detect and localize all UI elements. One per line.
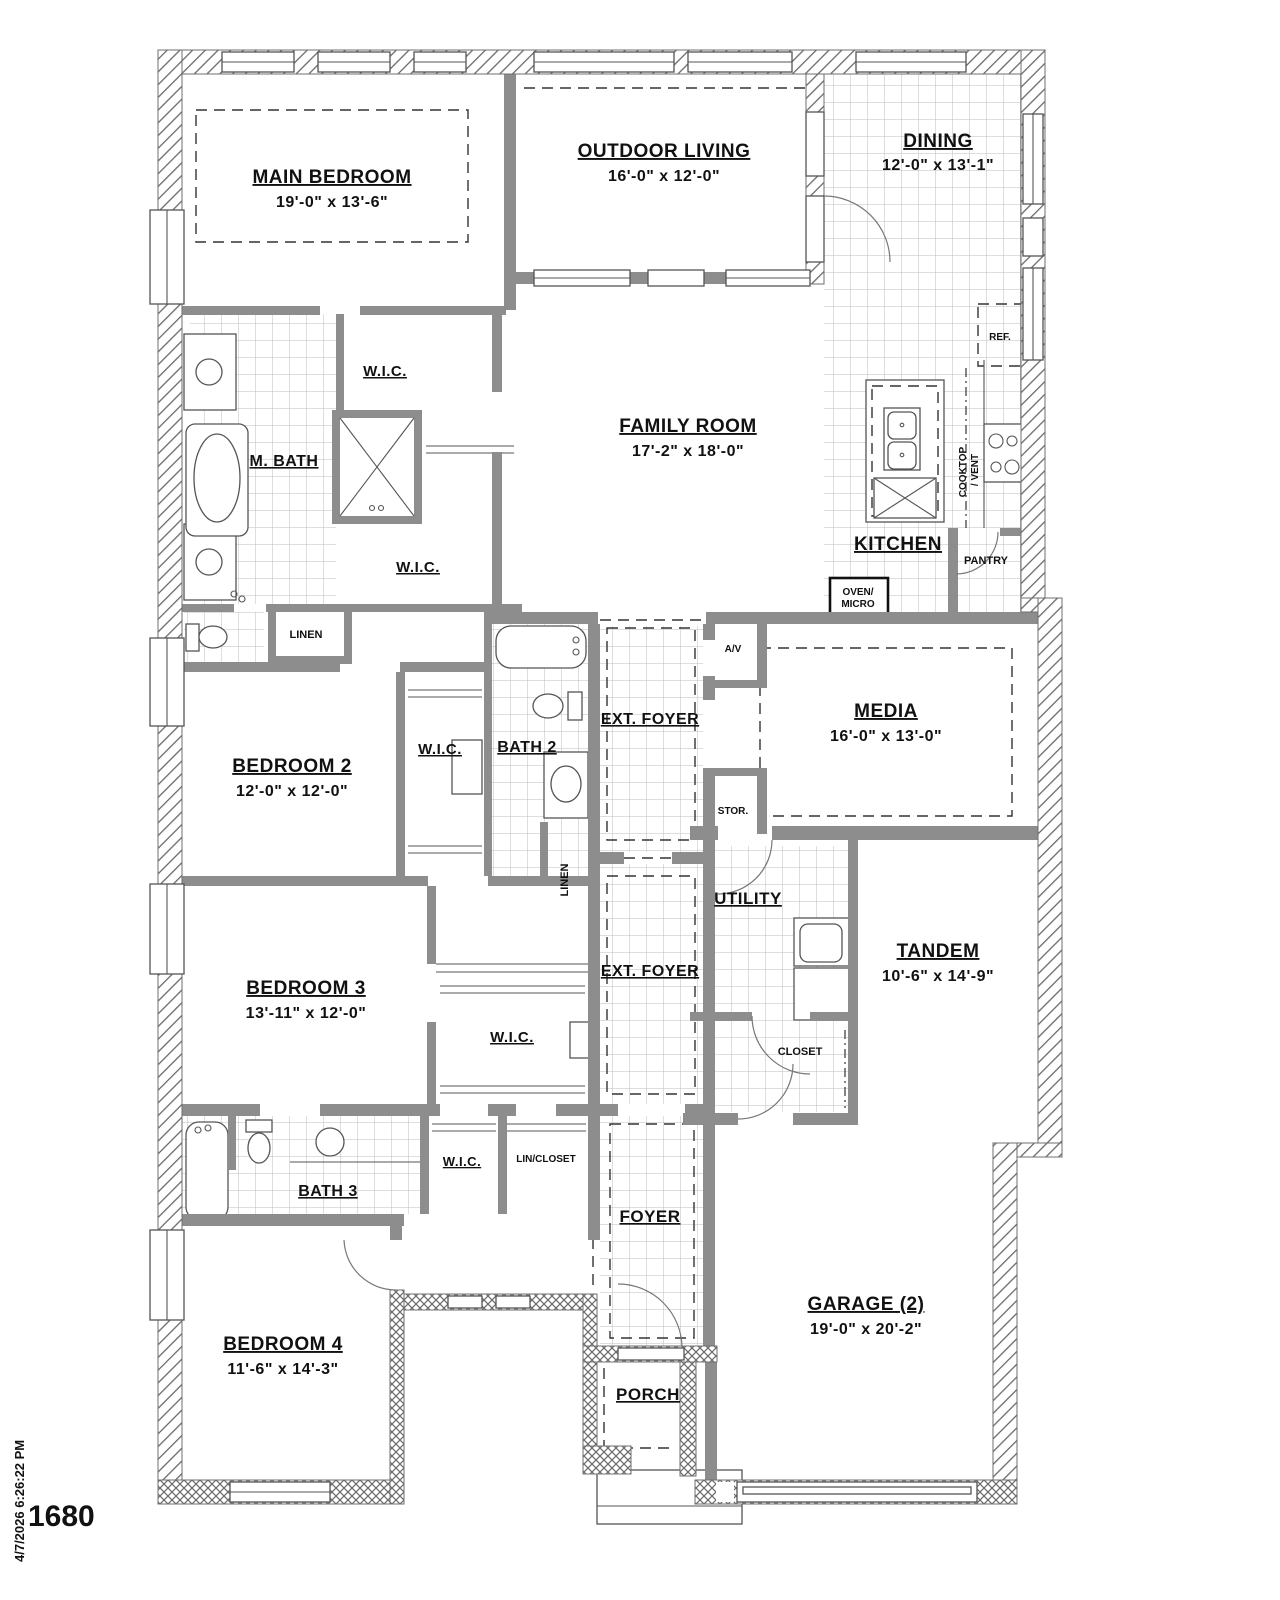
closet-label-linen-2: LINEN	[559, 863, 571, 897]
cooktop-icon	[984, 424, 1022, 482]
room-label-outdoor-living: OUTDOOR LIVING	[577, 141, 751, 162]
room-label-bath3: BATH 3	[298, 1183, 358, 1200]
mbath-shower-icon	[336, 414, 418, 520]
room-label-tandem: TANDEM	[896, 941, 980, 962]
garage-service-door	[716, 1482, 734, 1502]
closet-label-lin-closet: LIN/CLOSET	[516, 1154, 576, 1165]
room-dims-main-bedroom: 19'-0" x 13'-6"	[275, 194, 389, 211]
room-dims-bedroom3: 13'-11" x 12'-0"	[245, 1005, 367, 1022]
room-label-bath2: BATH 2	[497, 739, 557, 756]
room-label-m-bath: M. BATH	[249, 453, 319, 470]
washer-dryer-icon	[794, 918, 850, 1020]
appliance-label-oven-2: MICRO	[841, 599, 875, 610]
room-label-foyer: FOYER	[619, 1207, 681, 1226]
print-timestamp: 4/7/2026 6:26:22 PM	[12, 1439, 27, 1562]
room-label-ext-foyer-2: EXT. FOYER	[600, 963, 700, 980]
bath2-sink-icon	[551, 766, 581, 802]
bath2-toilet-icon	[533, 692, 582, 720]
room-dims-garage: 19'-0" x 20'-2"	[809, 1321, 923, 1338]
room-dims-tandem: 10'-6" x 14'-9"	[881, 968, 995, 985]
room-label-bedroom3: BEDROOM 3	[246, 978, 366, 999]
closet-label-closet: CLOSET	[777, 1046, 823, 1058]
room-dims-dining: 12'-0" x 13'-1"	[881, 157, 995, 174]
room-label-dining: DINING	[903, 131, 973, 152]
appliance-label-oven-1: OVEN/	[842, 587, 874, 598]
mbath-sink-bottom-icon	[196, 549, 222, 575]
mbath-sink-top-icon	[196, 359, 222, 385]
plan-number: 1680	[28, 1500, 95, 1533]
room-label-wic-bed4: W.I.C.	[442, 1154, 482, 1169]
appliance-label-cooktop-2: / VENT	[970, 453, 981, 487]
sheet-annotations	[12, 1440, 95, 1562]
closet-label-pantry: PANTRY	[964, 555, 1008, 567]
room-label-kitchen: KITCHEN	[854, 534, 942, 555]
kitchen-island	[866, 380, 944, 522]
room-label-wic-main-upper: W.I.C.	[363, 363, 407, 380]
bath3-tub-icon	[186, 1122, 228, 1220]
room-label-family-room: FAMILY ROOM	[619, 416, 757, 437]
bath2-tub-icon	[496, 626, 586, 668]
room-label-ext-foyer-1: EXT. FOYER	[600, 711, 700, 728]
appliance-label-ref: REF.	[989, 332, 1011, 343]
room-label-bedroom2: BEDROOM 2	[232, 756, 352, 777]
closet-label-stor: STOR.	[717, 806, 749, 817]
room-label-garage: GARAGE (2)	[807, 1294, 925, 1315]
room-label-utility: UTILITY	[714, 889, 782, 908]
room-label-wic-bed3: W.I.C.	[490, 1029, 534, 1046]
appliance-label-cooktop-1: COOKTOP	[958, 446, 969, 498]
garage-door-icon	[737, 1482, 977, 1502]
room-dims-family-room: 17'-2" x 18'-0"	[631, 443, 745, 460]
room-label-wic-bed2: W.I.C.	[418, 741, 462, 758]
bath3-toilet-icon	[246, 1120, 272, 1163]
bath3-sink-icon	[316, 1128, 344, 1156]
room-label-porch: PORCH	[616, 1385, 680, 1404]
closet-label-linen-1: LINEN	[289, 629, 323, 641]
room-dims-bedroom4: 11'-6" x 14'-3"	[227, 1361, 339, 1378]
room-dims-bedroom2: 12'-0" x 12'-0"	[235, 783, 349, 800]
room-label-media: MEDIA	[854, 701, 918, 722]
room-label-main-bedroom: MAIN BEDROOM	[252, 167, 412, 188]
room-dims-media: 16'-0" x 13'-0"	[829, 728, 943, 745]
room-dims-outdoor-living: 16'-0" x 12'-0"	[607, 168, 721, 185]
room-label-bedroom4: BEDROOM 4	[223, 1334, 343, 1355]
room-label-wic-main-lower: W.I.C.	[396, 559, 440, 576]
closet-label-av: A/V	[724, 644, 742, 655]
